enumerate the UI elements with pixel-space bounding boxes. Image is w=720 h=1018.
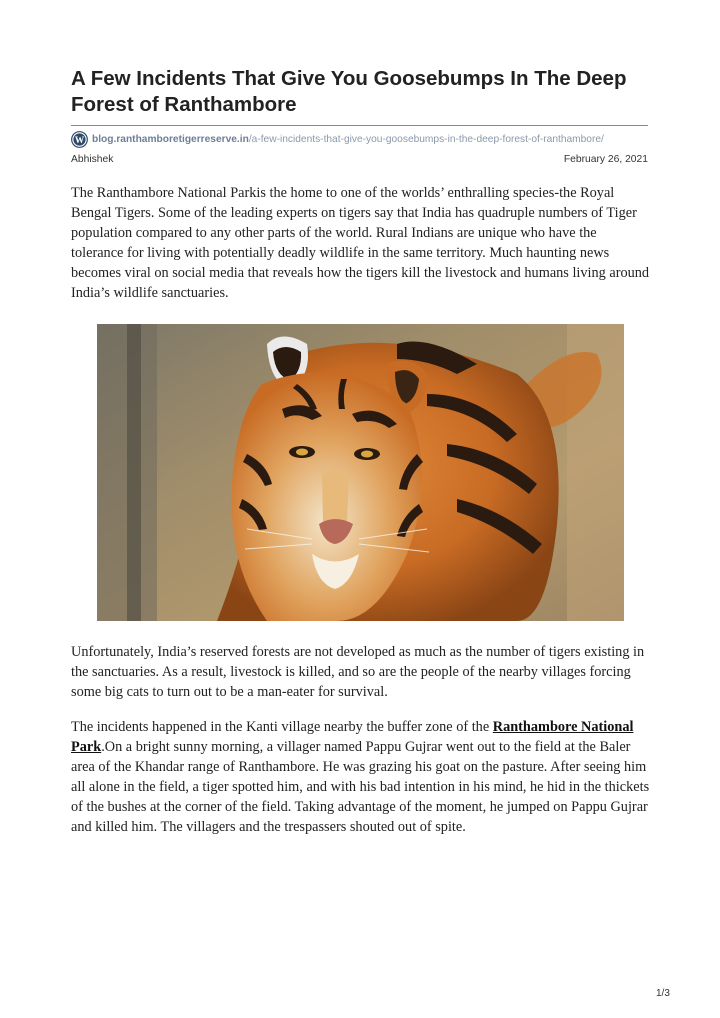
article-title: A Few Incidents That Give You Goosebumps In The Deep Forest of Ranthambore — [71, 67, 627, 116]
article-meta — [71, 154, 648, 165]
paragraph-intro: The Ranthambore National Parkis the home to one of the worlds’ enthralling species-the Royal Bengal Tigers. Some of the leading experts on tigers say that India has quadruple numbers of Tiger population compared to any other parts of the world. Rural Indians are unique who have the tolerance for living with potentially deadly wildlife in the same territory. Much haunting news becomes viral on social media that reveals how the tigers kill the livestock and humans living around India’s wildlife sanctuaries. — [71, 185, 650, 301]
publish-date: February 26, 2021 — [563, 154, 648, 165]
svg-text:W: W — [74, 135, 85, 146]
author-name: Abhishek — [71, 154, 114, 165]
wordpress-icon — [71, 131, 88, 148]
paragraph-forests: Unfortunately, India’s reserved forests are not developed as much as the number of tigers existing in the sanctuaries. As a result, livestock is killed, and so are the people of the nearby villages forcing some big cats to turn out to be a man-eater for survival. — [71, 644, 645, 700]
source-path[interactable]: /a-few-incidents-that-give-you-goosebumps-in-the-deep-forest-of-ranthambore/ — [248, 133, 604, 145]
paragraph-incident — [71, 717, 651, 837]
incident-text-start: The incidents happened in the Kanti village nearby the buffer zone of the — [71, 719, 493, 735]
source-line[interactable] — [71, 129, 604, 149]
ranthambore-national-park-link[interactable]: Ranthambore National Park — [71, 719, 634, 755]
tiger-photo — [97, 324, 624, 621]
title-divider — [71, 125, 648, 126]
incident-text-rest: .On a bright sunny morning, a villager named Pappu Gujrar went out to the field at the Baler area of the Khandar range of Ranthambore. He was grazing his goat on the pasture. After seeing him all alone in the field, a tiger spotted him, and with his bad intention in his mind, he hid in the thickets of the bushes at the corner of the field. Taking advantage of the moment, he jumped on Pappu Gujrar and killed him. The villagers and the trespassers shouted out of spite. — [71, 739, 650, 835]
page-number: 1/3 — [656, 988, 670, 999]
source-domain[interactable]: blog.ranthamboretigerreserve.in — [92, 133, 249, 145]
